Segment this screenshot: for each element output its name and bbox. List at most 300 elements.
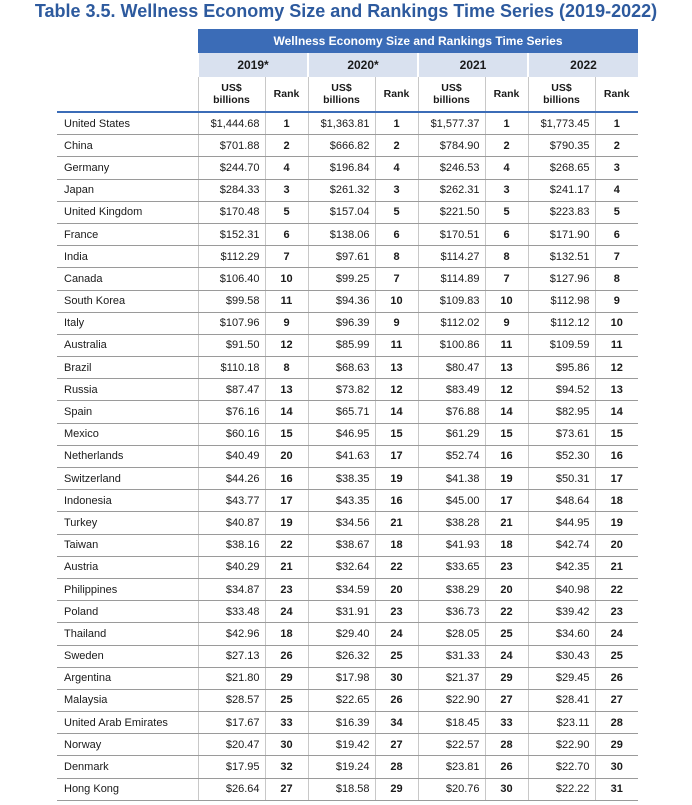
value-cell-2019: $106.40 (198, 268, 265, 290)
value-cell-2021: $109.83 (418, 290, 485, 312)
value-cell-2021: $1,577.37 (418, 112, 485, 135)
value-cell-2019: $701.88 (198, 135, 265, 157)
rank-cell-2019: 2 (265, 135, 308, 157)
country-cell: Canada (57, 268, 198, 290)
rank-cell-2021: 22 (485, 601, 528, 623)
rank-cell-2022: 30 (595, 756, 638, 778)
value-cell-2019: $110.18 (198, 357, 265, 379)
rank-cell-2020: 15 (375, 423, 418, 445)
year-header-2021: 2021 (418, 53, 528, 77)
value-cell-2020: $96.39 (308, 312, 375, 334)
value-cell-2022: $28.41 (528, 689, 595, 711)
value-cell-2019: $152.31 (198, 223, 265, 245)
rank-cell-2020: 27 (375, 734, 418, 756)
value-column-header (308, 77, 375, 112)
rank-cell-2021: 12 (485, 379, 528, 401)
value-cell-2019: $42.96 (198, 623, 265, 645)
rank-cell-2019: 32 (265, 756, 308, 778)
value-cell-2019: $17.67 (198, 712, 265, 734)
table-row (57, 468, 638, 490)
value-cell-2022: $30.43 (528, 645, 595, 667)
rank-cell-2019: 14 (265, 401, 308, 423)
value-cell-2020: $1,363.81 (308, 112, 375, 135)
rank-cell-2022: 22 (595, 578, 638, 600)
rank-cell-2022: 3 (595, 157, 638, 179)
rank-cell-2020: 29 (375, 778, 418, 800)
value-cell-2022: $109.59 (528, 334, 595, 356)
rank-cell-2022: 29 (595, 734, 638, 756)
table-row (57, 312, 638, 334)
rank-cell-2020: 9 (375, 312, 418, 334)
value-cell-2022: $127.96 (528, 268, 595, 290)
country-cell: Taiwan (57, 534, 198, 556)
table-row (57, 512, 638, 534)
table-row (57, 778, 638, 800)
rank-cell-2021: 10 (485, 290, 528, 312)
rank-cell-2021: 2 (485, 135, 528, 157)
value-cell-2020: $99.25 (308, 268, 375, 290)
rank-cell-2020: 6 (375, 223, 418, 245)
value-cell-2022: $112.98 (528, 290, 595, 312)
rank-cell-2019: 7 (265, 246, 308, 268)
rank-cell-2021: 15 (485, 423, 528, 445)
country-cell: Switzerland (57, 468, 198, 490)
rank-cell-2022: 2 (595, 135, 638, 157)
rank-cell-2020: 7 (375, 268, 418, 290)
rank-cell-2022: 4 (595, 179, 638, 201)
rank-cell-2022: 20 (595, 534, 638, 556)
value-cell-2019: $27.13 (198, 645, 265, 667)
band-title: Wellness Economy Size and Rankings Time Series (198, 29, 638, 53)
value-cell-2022: $73.61 (528, 423, 595, 445)
value-cell-2021: $170.51 (418, 223, 485, 245)
value-cell-2022: $48.64 (528, 490, 595, 512)
rank-cell-2019: 13 (265, 379, 308, 401)
rank-cell-2021: 5 (485, 201, 528, 223)
value-cell-2022: $790.35 (528, 135, 595, 157)
table-row (57, 357, 638, 379)
value-cell-2019: $33.48 (198, 601, 265, 623)
rank-cell-2022: 8 (595, 268, 638, 290)
value-cell-2021: $221.50 (418, 201, 485, 223)
value-cell-2019: $87.47 (198, 379, 265, 401)
rank-cell-2020: 13 (375, 357, 418, 379)
country-cell: Denmark (57, 756, 198, 778)
rank-cell-2021: 29 (485, 667, 528, 689)
table-title: Table 3.5. Wellness Economy Size and Rankings Time Series (2019-2022) (34, 1, 658, 21)
table-row (57, 534, 638, 556)
rank-cell-2021: 13 (485, 357, 528, 379)
rank-column-header: Rank (595, 77, 638, 112)
rank-cell-2020: 8 (375, 246, 418, 268)
table-row (57, 578, 638, 600)
rank-cell-2019: 9 (265, 312, 308, 334)
value-cell-2019: $28.57 (198, 689, 265, 711)
country-cell: South Korea (57, 290, 198, 312)
value-column-header (528, 77, 595, 112)
value-cell-2021: $20.76 (418, 778, 485, 800)
value-cell-2019: $284.33 (198, 179, 265, 201)
table-row (57, 712, 638, 734)
rank-cell-2020: 5 (375, 201, 418, 223)
rank-cell-2021: 27 (485, 689, 528, 711)
value-cell-2021: $33.65 (418, 556, 485, 578)
table-row (57, 667, 638, 689)
value-header-line2: billions (433, 94, 470, 106)
rank-cell-2021: 3 (485, 179, 528, 201)
country-cell: Italy (57, 312, 198, 334)
rank-cell-2019: 27 (265, 778, 308, 800)
rank-cell-2019: 16 (265, 468, 308, 490)
value-cell-2020: $19.24 (308, 756, 375, 778)
value-cell-2022: $82.95 (528, 401, 595, 423)
rank-cell-2020: 28 (375, 756, 418, 778)
table-row (57, 601, 638, 623)
value-cell-2020: $32.64 (308, 556, 375, 578)
value-cell-2022: $22.90 (528, 734, 595, 756)
rank-cell-2022: 7 (595, 246, 638, 268)
value-cell-2019: $26.64 (198, 778, 265, 800)
value-cell-2020: $94.36 (308, 290, 375, 312)
value-cell-2020: $85.99 (308, 334, 375, 356)
table-row (57, 334, 638, 356)
value-cell-2022: $95.86 (528, 357, 595, 379)
value-cell-2019: $43.77 (198, 490, 265, 512)
country-cell: Malaysia (57, 689, 198, 711)
value-cell-2019: $40.87 (198, 512, 265, 534)
rank-cell-2022: 25 (595, 645, 638, 667)
rank-cell-2020: 16 (375, 490, 418, 512)
country-cell: Netherlands (57, 445, 198, 467)
rank-cell-2022: 14 (595, 401, 638, 423)
value-cell-2022: $50.31 (528, 468, 595, 490)
value-cell-2021: $112.02 (418, 312, 485, 334)
country-cell: Turkey (57, 512, 198, 534)
value-cell-2022: $1,773.45 (528, 112, 595, 135)
rank-cell-2022: 16 (595, 445, 638, 467)
value-cell-2021: $61.29 (418, 423, 485, 445)
rank-cell-2019: 12 (265, 334, 308, 356)
value-header-line2: billions (323, 94, 360, 106)
rank-cell-2022: 17 (595, 468, 638, 490)
rank-cell-2021: 7 (485, 268, 528, 290)
value-cell-2020: $157.04 (308, 201, 375, 223)
year-header-2020: 2020* (308, 53, 418, 77)
rank-cell-2022: 1 (595, 112, 638, 135)
rank-cell-2021: 24 (485, 645, 528, 667)
country-cell: United Kingdom (57, 201, 198, 223)
value-cell-2019: $107.96 (198, 312, 265, 334)
header-corner (57, 29, 198, 53)
country-cell: Japan (57, 179, 198, 201)
country-cell: Norway (57, 734, 198, 756)
value-cell-2019: $91.50 (198, 334, 265, 356)
rank-cell-2021: 8 (485, 246, 528, 268)
rank-cell-2021: 18 (485, 534, 528, 556)
value-cell-2021: $76.88 (418, 401, 485, 423)
rank-cell-2020: 12 (375, 379, 418, 401)
rank-cell-2019: 26 (265, 645, 308, 667)
value-cell-2020: $68.63 (308, 357, 375, 379)
value-header-line1: US$ (441, 82, 462, 94)
rank-cell-2019: 17 (265, 490, 308, 512)
value-cell-2019: $244.70 (198, 157, 265, 179)
value-cell-2021: $45.00 (418, 490, 485, 512)
rank-cell-2022: 6 (595, 223, 638, 245)
year-header-2019: 2019* (198, 53, 308, 77)
value-cell-2020: $97.61 (308, 246, 375, 268)
value-cell-2021: $52.74 (418, 445, 485, 467)
country-cell: Mexico (57, 423, 198, 445)
rank-cell-2020: 10 (375, 290, 418, 312)
rank-cell-2021: 6 (485, 223, 528, 245)
value-cell-2022: $42.74 (528, 534, 595, 556)
value-cell-2021: $22.90 (418, 689, 485, 711)
rank-cell-2022: 10 (595, 312, 638, 334)
rank-cell-2020: 26 (375, 689, 418, 711)
value-cell-2022: $22.70 (528, 756, 595, 778)
country-cell: Philippines (57, 578, 198, 600)
table-row (57, 201, 638, 223)
rank-cell-2019: 18 (265, 623, 308, 645)
value-cell-2020: $29.40 (308, 623, 375, 645)
table-row (57, 268, 638, 290)
value-cell-2022: $39.42 (528, 601, 595, 623)
value-cell-2021: $31.33 (418, 645, 485, 667)
rank-cell-2021: 30 (485, 778, 528, 800)
value-cell-2021: $18.45 (418, 712, 485, 734)
wellness-economy-table (57, 29, 638, 801)
rank-cell-2022: 27 (595, 689, 638, 711)
value-header-line1: US$ (551, 82, 572, 94)
country-cell: Sweden (57, 645, 198, 667)
rank-column-header: Rank (265, 77, 308, 112)
rank-cell-2019: 20 (265, 445, 308, 467)
table-row (57, 112, 638, 135)
rank-cell-2020: 34 (375, 712, 418, 734)
value-cell-2019: $76.16 (198, 401, 265, 423)
value-cell-2022: $268.65 (528, 157, 595, 179)
table-row (57, 556, 638, 578)
value-cell-2020: $666.82 (308, 135, 375, 157)
value-cell-2022: $171.90 (528, 223, 595, 245)
rank-cell-2019: 4 (265, 157, 308, 179)
value-cell-2022: $44.95 (528, 512, 595, 534)
value-cell-2021: $38.29 (418, 578, 485, 600)
value-cell-2019: $99.58 (198, 290, 265, 312)
rank-cell-2019: 6 (265, 223, 308, 245)
column-subheaders (57, 77, 638, 112)
value-cell-2022: $22.22 (528, 778, 595, 800)
table-row (57, 179, 638, 201)
country-cell: Poland (57, 601, 198, 623)
rank-column-header: Rank (375, 77, 418, 112)
rank-cell-2022: 18 (595, 490, 638, 512)
rank-cell-2019: 19 (265, 512, 308, 534)
rank-cell-2021: 25 (485, 623, 528, 645)
rank-cell-2021: 19 (485, 468, 528, 490)
value-cell-2021: $784.90 (418, 135, 485, 157)
value-cell-2020: $19.42 (308, 734, 375, 756)
value-cell-2021: $41.93 (418, 534, 485, 556)
value-cell-2020: $73.82 (308, 379, 375, 401)
value-cell-2021: $262.31 (418, 179, 485, 201)
rank-cell-2019: 33 (265, 712, 308, 734)
rank-cell-2022: 11 (595, 334, 638, 356)
value-cell-2019: $170.48 (198, 201, 265, 223)
table-row (57, 157, 638, 179)
rank-cell-2020: 3 (375, 179, 418, 201)
value-cell-2019: $40.29 (198, 556, 265, 578)
country-cell: Hong Kong (57, 778, 198, 800)
value-cell-2020: $17.98 (308, 667, 375, 689)
country-cell: Thailand (57, 623, 198, 645)
rank-cell-2020: 17 (375, 445, 418, 467)
value-cell-2021: $114.89 (418, 268, 485, 290)
rank-cell-2020: 23 (375, 601, 418, 623)
rank-cell-2022: 28 (595, 712, 638, 734)
rank-cell-2021: 11 (485, 334, 528, 356)
table-row (57, 290, 638, 312)
value-cell-2020: $16.39 (308, 712, 375, 734)
table-row (57, 379, 638, 401)
value-cell-2019: $34.87 (198, 578, 265, 600)
rank-cell-2020: 22 (375, 556, 418, 578)
table-row (57, 445, 638, 467)
value-cell-2021: $246.53 (418, 157, 485, 179)
value-cell-2020: $34.56 (308, 512, 375, 534)
rank-cell-2022: 12 (595, 357, 638, 379)
rank-cell-2021: 33 (485, 712, 528, 734)
value-cell-2020: $41.63 (308, 445, 375, 467)
table-row (57, 756, 638, 778)
value-cell-2022: $34.60 (528, 623, 595, 645)
rank-cell-2021: 1 (485, 112, 528, 135)
rank-cell-2020: 14 (375, 401, 418, 423)
rank-cell-2019: 10 (265, 268, 308, 290)
rank-cell-2022: 24 (595, 623, 638, 645)
value-cell-2020: $38.67 (308, 534, 375, 556)
rank-cell-2022: 13 (595, 379, 638, 401)
value-cell-2020: $22.65 (308, 689, 375, 711)
country-cell: Brazil (57, 357, 198, 379)
year-header-2022: 2022 (528, 53, 638, 77)
value-cell-2021: $83.49 (418, 379, 485, 401)
value-cell-2019: $1,444.68 (198, 112, 265, 135)
value-cell-2020: $46.95 (308, 423, 375, 445)
value-cell-2020: $38.35 (308, 468, 375, 490)
value-cell-2022: $42.35 (528, 556, 595, 578)
rank-cell-2019: 5 (265, 201, 308, 223)
rank-cell-2020: 24 (375, 623, 418, 645)
country-cell: Austria (57, 556, 198, 578)
rank-column-header: Rank (485, 77, 528, 112)
country-cell: Argentina (57, 667, 198, 689)
table-row (57, 135, 638, 157)
rank-cell-2020: 20 (375, 578, 418, 600)
value-cell-2021: $80.47 (418, 357, 485, 379)
rank-cell-2020: 25 (375, 645, 418, 667)
rank-cell-2020: 30 (375, 667, 418, 689)
value-cell-2021: $36.73 (418, 601, 485, 623)
value-cell-2019: $17.95 (198, 756, 265, 778)
table-row (57, 645, 638, 667)
value-header-line1: US$ (221, 82, 242, 94)
value-cell-2022: $112.12 (528, 312, 595, 334)
table-body (57, 112, 638, 800)
country-cell: Australia (57, 334, 198, 356)
value-cell-2019: $21.80 (198, 667, 265, 689)
value-cell-2019: $44.26 (198, 468, 265, 490)
rank-cell-2020: 4 (375, 157, 418, 179)
header-corner-year (57, 53, 198, 77)
value-cell-2021: $38.28 (418, 512, 485, 534)
table-row (57, 734, 638, 756)
value-cell-2022: $40.98 (528, 578, 595, 600)
table-row (57, 689, 638, 711)
table-row (57, 401, 638, 423)
value-cell-2019: $38.16 (198, 534, 265, 556)
value-column-header (198, 77, 265, 112)
rank-cell-2021: 4 (485, 157, 528, 179)
rank-cell-2021: 21 (485, 512, 528, 534)
value-cell-2020: $26.32 (308, 645, 375, 667)
rank-cell-2022: 5 (595, 201, 638, 223)
value-cell-2020: $34.59 (308, 578, 375, 600)
country-cell: Indonesia (57, 490, 198, 512)
value-cell-2020: $43.35 (308, 490, 375, 512)
country-column-header (57, 77, 198, 112)
rank-cell-2021: 9 (485, 312, 528, 334)
rank-cell-2022: 23 (595, 601, 638, 623)
value-cell-2022: $52.30 (528, 445, 595, 467)
rank-cell-2021: 23 (485, 556, 528, 578)
value-cell-2021: $41.38 (418, 468, 485, 490)
country-cell: United Arab Emirates (57, 712, 198, 734)
country-cell: Germany (57, 157, 198, 179)
rank-cell-2021: 14 (485, 401, 528, 423)
table-row (57, 490, 638, 512)
rank-cell-2020: 11 (375, 334, 418, 356)
country-cell: India (57, 246, 198, 268)
rank-cell-2019: 25 (265, 689, 308, 711)
rank-cell-2020: 19 (375, 468, 418, 490)
value-cell-2021: $28.05 (418, 623, 485, 645)
rank-cell-2019: 15 (265, 423, 308, 445)
value-cell-2019: $60.16 (198, 423, 265, 445)
rank-cell-2022: 19 (595, 512, 638, 534)
value-cell-2020: $31.91 (308, 601, 375, 623)
value-cell-2021: $22.57 (418, 734, 485, 756)
rank-cell-2019: 22 (265, 534, 308, 556)
country-cell: Spain (57, 401, 198, 423)
rank-cell-2019: 1 (265, 112, 308, 135)
value-cell-2022: $23.11 (528, 712, 595, 734)
rank-cell-2020: 18 (375, 534, 418, 556)
value-cell-2019: $20.47 (198, 734, 265, 756)
table-row (57, 623, 638, 645)
rank-cell-2022: 31 (595, 778, 638, 800)
rank-cell-2019: 3 (265, 179, 308, 201)
rank-cell-2022: 21 (595, 556, 638, 578)
value-cell-2022: $223.83 (528, 201, 595, 223)
rank-cell-2021: 20 (485, 578, 528, 600)
value-header-line1: US$ (331, 82, 352, 94)
rank-cell-2019: 11 (265, 290, 308, 312)
value-cell-2019: $40.49 (198, 445, 265, 467)
rank-cell-2019: 8 (265, 357, 308, 379)
value-cell-2019: $112.29 (198, 246, 265, 268)
